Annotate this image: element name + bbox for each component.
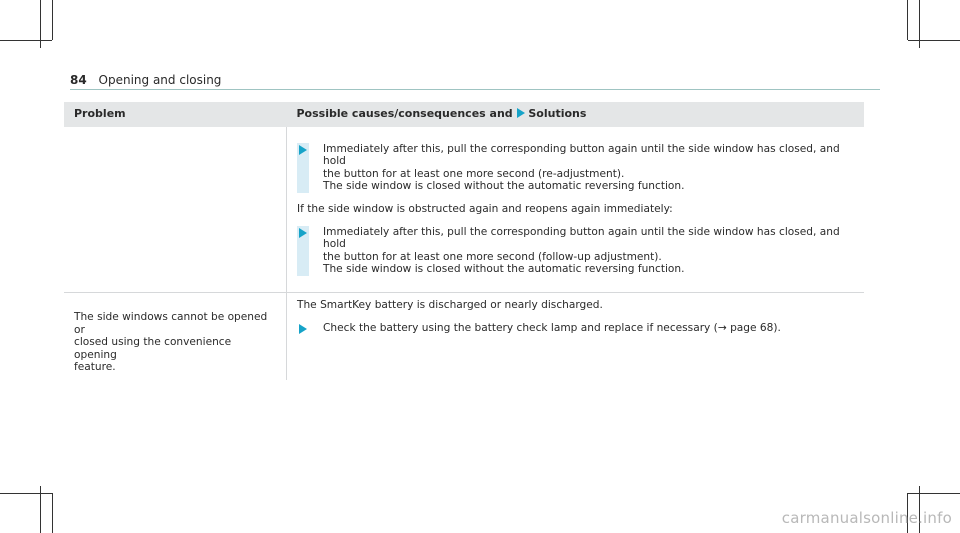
problem-line: feature. — [74, 361, 116, 374]
table-header-row — [64, 102, 864, 127]
section-title: Opening and closing — [98, 73, 222, 87]
arrow-right-icon — [299, 228, 307, 238]
table-row — [64, 292, 864, 379]
crop-mark — [52, 0, 53, 40]
crop-mark — [0, 40, 52, 41]
arrow-right-icon — [299, 324, 307, 334]
cause-text: The SmartKey battery is discharged or nearly discharged. — [297, 298, 603, 311]
problem-line: The side windows cannot be opened or — [74, 310, 268, 336]
watermark: carmanualsonline.info — [781, 509, 952, 527]
solution-cell — [287, 127, 865, 293]
crop-mark — [52, 493, 53, 533]
solution-step — [297, 143, 854, 193]
column-header-causes-text: Possible causes/consequences and — [296, 107, 513, 120]
column-header-solutions-text: Solutions — [528, 107, 587, 120]
step-line: The side window is closed without the automatic reversing function. — [323, 180, 685, 193]
crop-mark — [908, 493, 960, 494]
page-header — [70, 73, 221, 87]
step-line: the button for at least one more second (follow-up adjustment). — [323, 250, 662, 263]
problem-table — [64, 102, 864, 380]
condition-text: If the side window is obstructed again and reopens again immediately: — [297, 202, 673, 215]
page-number: 84 — [70, 73, 87, 87]
arrow-right-icon — [299, 145, 307, 155]
solution-cell — [287, 292, 865, 379]
step-line: The side window is closed without the automatic reversing function. — [323, 263, 685, 276]
header-divider — [70, 89, 880, 90]
solution-step — [297, 226, 854, 276]
crop-mark — [908, 40, 960, 41]
problem-line: closed using the convenience opening — [74, 336, 232, 361]
step-line: Immediately after this, pull the corresponding button again until the side window has closed, and hold — [323, 142, 840, 168]
step-line: Check the battery using the battery check lamp and replace if necessary (→ page 68). — [323, 321, 781, 334]
step-line: the button for at least one more second (re-adjustment). — [323, 167, 625, 180]
crop-mark — [0, 493, 52, 494]
arrow-right-icon — [517, 108, 525, 118]
column-header-causes — [287, 102, 865, 127]
step-line: Immediately after this, pull the corresponding button again until the side window has closed, and hold — [323, 225, 840, 251]
problem-cell — [64, 127, 287, 293]
column-header-problem: Problem — [64, 102, 287, 127]
problem-cell — [64, 292, 287, 379]
crop-mark — [907, 0, 908, 40]
table-row — [64, 127, 864, 293]
solution-step — [297, 322, 854, 335]
